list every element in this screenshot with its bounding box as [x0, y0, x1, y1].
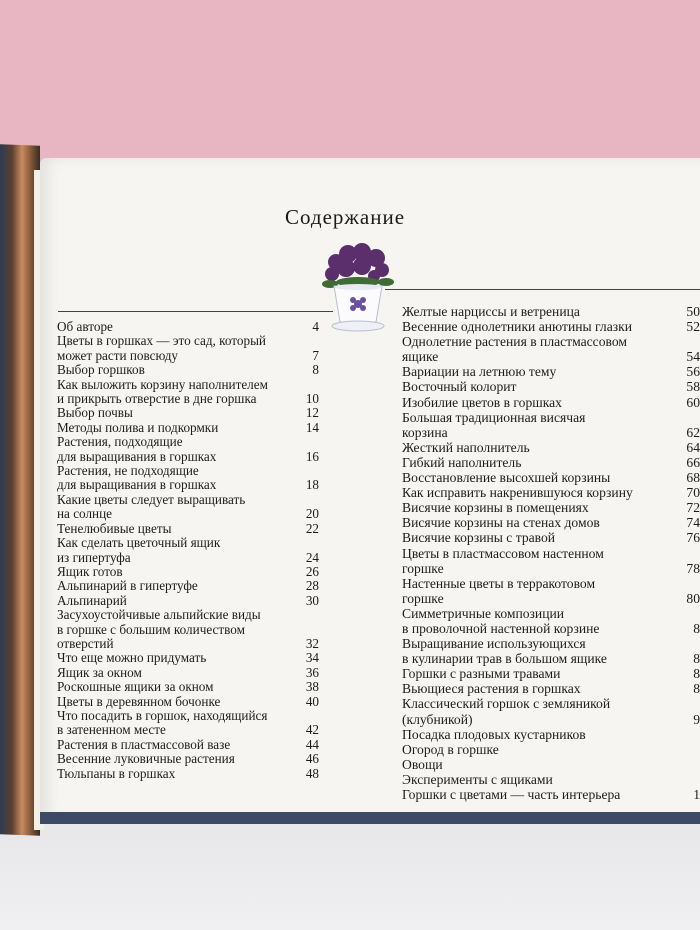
toc-entry: Методы полива и подкормки 14	[57, 419, 319, 435]
toc-entry: Тенелюбивые цветы 22	[57, 520, 319, 536]
page-title: Содержание	[285, 205, 406, 229]
toc-entry: Классический горшок с земляникой (клубникой) 9	[402, 696, 700, 727]
toc-entry: Альпинарий 30	[57, 592, 319, 608]
flower-pot-illustration	[322, 240, 394, 332]
toc-entry: Висячие корзины с травой 76	[402, 530, 700, 546]
toc-entry: Желтые нарциссы и ветреница 50	[402, 304, 700, 319]
toc-entry: Однолетние растения в пластмассовом ящике 54	[402, 334, 700, 365]
divider-right	[385, 289, 700, 290]
toc-entry: Горшки с разными травами 8	[402, 666, 700, 682]
toc-entry: Восстановление высохшей корзины 68	[402, 470, 700, 486]
toc-left-column	[57, 320, 319, 781]
toc-entry: Ящик готов 26	[57, 563, 319, 579]
toc-entry: Засухоустойчивые альпийские виды в горшке с большим количеством отверстий 32	[57, 607, 319, 651]
toc-entry: Изобилие цветов в горшках 60	[402, 394, 700, 410]
toc-entry: Растения, подходящие для выращивания в горшках 16	[57, 434, 319, 464]
toc-entry: Жесткий наполнитель 64	[402, 439, 700, 455]
toc-right-column	[402, 304, 700, 802]
toc-entry: Цветы в горшках — это сад, который может расти повсюду 7	[57, 333, 319, 363]
toc-entry: Какие цветы следует выращивать на солнце 20	[57, 491, 319, 522]
toc-entry: Ящик за окном 36	[57, 664, 319, 680]
toc-entry: Настенные цветы в терракотовом горшке 80	[402, 575, 700, 606]
toc-entry: Восточный колорит 58	[402, 379, 700, 395]
table-surface	[0, 820, 700, 930]
toc-entry: Цветы в пластмассовом настенном горшке 78	[402, 545, 700, 576]
toc-entry: Выбор почвы 12	[57, 405, 319, 421]
toc-entry: Тюльпаны в горшках 48	[57, 765, 319, 781]
toc-entry: Симметричные композиции в проволочной настенной корзине 8	[402, 605, 700, 636]
toc-entry: Эксперименты с ящиками	[402, 771, 553, 787]
toc-entry: Вариации на летнюю тему 56	[402, 364, 700, 380]
toc-entry: Что еще можно придумать 34	[57, 650, 319, 666]
toc-entry: Что посадить в горшок, находящийся в затененном месте 42	[57, 707, 319, 738]
toc-entry: Растения, не подходящие для выращивания в горшках 18	[57, 463, 319, 493]
toc-entry: Вьющиеся растения в горшках 8	[402, 681, 700, 697]
toc-entry: Овощи	[402, 756, 443, 772]
background-wall	[0, 0, 700, 180]
toc-entry: Большая традиционная висячая корзина 62	[402, 409, 700, 440]
toc-entry: Гибкий наполнитель 66	[402, 454, 700, 470]
toc-entry: Альпинарий в гипертуфе 28	[57, 578, 319, 594]
divider-left	[58, 311, 333, 312]
toc-entry: Весенние однолетники анютины глазки 52	[402, 319, 700, 335]
toc-entry: Висячие корзины на стенах домов 74	[402, 515, 700, 531]
toc-entry: Как исправить накренившуюся корзину 70	[402, 485, 700, 501]
book-cover-edge	[40, 812, 700, 824]
toc-entry: Выбор горшков 8	[57, 362, 319, 378]
toc-entry: Висячие корзины в помещениях 72	[402, 500, 700, 516]
toc-entry: Посадка плодовых кустарников	[402, 726, 586, 742]
toc-entry: Растения в пластмассовой вазе 44	[57, 736, 319, 752]
toc-entry: Весенние луковичные растения 46	[57, 751, 319, 767]
toc-entry: Как выложить корзину наполнителем и прикрыть отверстие в дне горшка 10	[57, 376, 319, 407]
toc-entry: Горшки с цветами — часть интерьера 1	[402, 787, 700, 802]
toc-entry: Об авторе 4	[57, 319, 319, 334]
toc-entry: Выращивание использующихся в кулинарии трав в большом ящике 8	[402, 636, 700, 667]
toc-entry: Цветы в деревянном бочонке 40	[57, 693, 319, 709]
toc-entry: Роскошные ящики за окном 38	[57, 679, 319, 695]
toc-entry: Как сделать цветочный ящик из гипертуфа 24	[57, 535, 319, 565]
toc-entry: Огород в горшке	[402, 741, 499, 757]
